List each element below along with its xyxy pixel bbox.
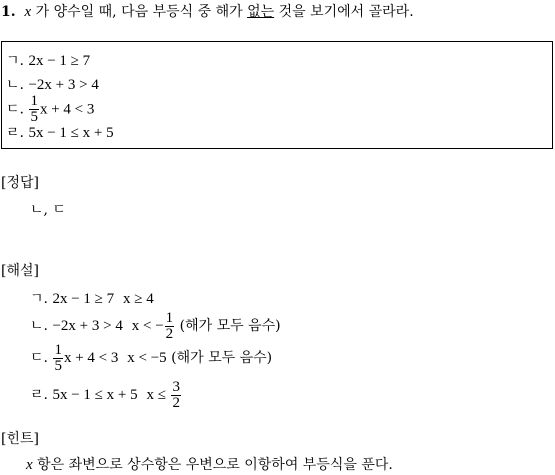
explanation-d-expr: 5x − 1 ≤ x + 5 (52, 387, 138, 403)
explanation-d-solution: x ≤ (146, 387, 166, 403)
explanation-c-note: (해가 모두 음수) (171, 350, 273, 366)
option-b (6, 76, 99, 94)
hint-line (26, 456, 393, 474)
question-variable: x (24, 4, 32, 20)
explanation-c-denominator: 5 (54, 357, 62, 374)
answer-header: [정답] (1, 175, 39, 191)
explanation-d (30, 373, 182, 417)
option-c-denominator: 5 (30, 109, 38, 125)
hint-text: 항은 좌변으로 상수항은 우변으로 이항하여 부등식을 푼다. (37, 457, 393, 473)
explanation-b-fraction (165, 311, 175, 342)
option-a (6, 52, 90, 70)
option-b-label: ㄴ. (6, 77, 24, 93)
question-underlined-word: 없는 (247, 4, 275, 20)
explanation-c-fraction (53, 343, 63, 374)
question-text-pre: 가 양수일 때, 다음 부등식 중 해가 (35, 4, 243, 20)
answer-text: ㄴ, ㄷ (30, 202, 66, 218)
option-a-label: ㄱ. (6, 53, 24, 69)
explanation-d-denominator: 2 (172, 394, 180, 411)
explanation-d-numerator: 3 (172, 378, 180, 395)
option-c-rest: x + 4 < 3 (39, 101, 95, 118)
explanation-a-expr: 2x − 1 ≥ 7 (52, 291, 115, 307)
explanation-b-numerator: 1 (165, 309, 174, 326)
option-d-label: ㄹ. (6, 125, 24, 141)
option-c-label: ㄷ. (6, 101, 24, 118)
option-c-fraction (29, 94, 39, 125)
option-b-expr: −2x + 3 > 4 (28, 77, 99, 93)
option-c (6, 94, 94, 125)
explanation-c (30, 338, 272, 378)
option-d-expr: 5x − 1 ≤ x + 5 (28, 125, 114, 141)
option-c-numerator: 1 (30, 93, 38, 109)
explanation-c-numerator: 1 (54, 341, 62, 358)
question-line (1, 3, 414, 21)
explanation-a-label: ㄱ. (30, 291, 48, 307)
explanation-b-note: (해가 모두 음수) (179, 318, 281, 334)
question-number: 1. (1, 4, 16, 20)
explanation-d-fraction (171, 380, 181, 411)
option-a-expr: 2x − 1 ≥ 7 (28, 53, 91, 69)
explanation-header: [해설] (1, 263, 39, 279)
option-d (6, 124, 114, 142)
hint-variable: x (26, 457, 33, 473)
question-text-post: 것을 보기에서 골라라. (278, 4, 414, 20)
explanation-b-solution: x < − (131, 318, 164, 334)
explanation-c-solution: x < −5 (127, 350, 167, 366)
explanation-d-label: ㄹ. (30, 387, 48, 403)
explanation-c-label: ㄷ. (30, 350, 48, 366)
hint-header: [힌트] (1, 431, 39, 447)
explanation-a-solution: x ≥ 4 (123, 291, 154, 307)
explanation-b-denominator: 2 (165, 325, 174, 342)
explanation-c-rest: x + 4 < 3 (63, 350, 119, 366)
explanation-b-expr: −2x + 3 > 4 (52, 318, 123, 334)
explanation-b-label: ㄴ. (30, 318, 48, 334)
